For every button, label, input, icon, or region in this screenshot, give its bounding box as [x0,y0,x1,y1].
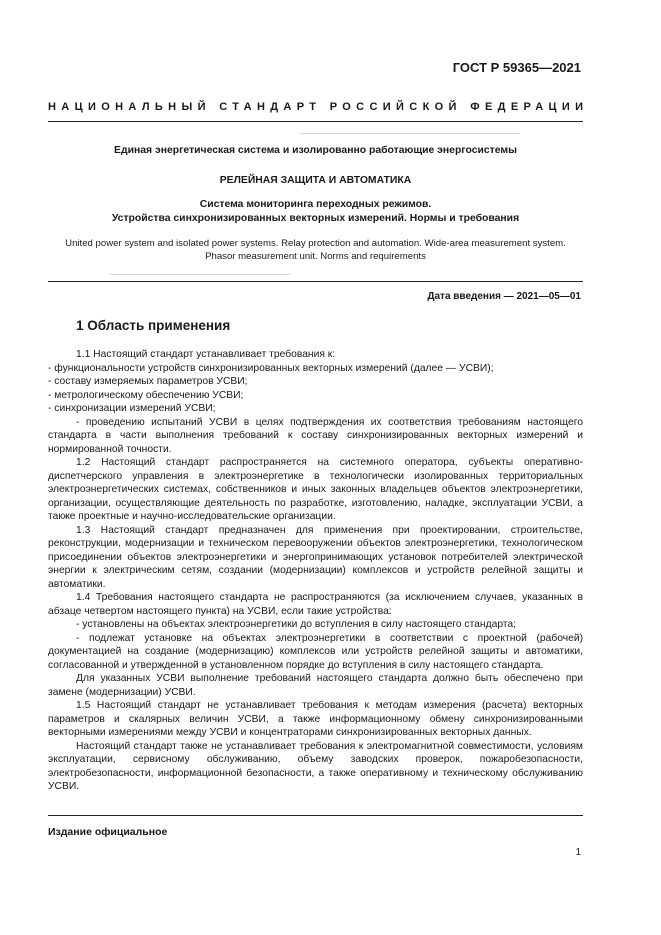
english-title [48,237,583,263]
paragraph: 1.5 Настоящий стандарт не устанавливает требования к методам измерения (расчета) векторных параметров и скалярных величин УСВИ, а также информационному обмену синхронизированными векторными измерениями между УСВИ и концентраторами синхронизированных векторных данных. [48,700,583,738]
official-edition-label: Издание официальное [48,826,168,838]
faint-scan-line [110,274,290,275]
paragraph: 1.1 Настоящий стандарт устанавливает требования к: [76,349,336,360]
list-item: - подлежат установке на объектах электроэнергетики в соответствии с проектной (рабочей) документацией на создание (модернизацию) комплексов или устройств релейной защиты и автоматики, согласованной и утвержденной в установленном порядке до вступления в силу настоящего стандарта. [48,632,583,671]
english-title-line-2: Phasor measurement unit. Norms and requirements [205,251,426,262]
section-heading: 1 Область применения [76,318,231,333]
paragraph: 1.3 Настоящий стандарт предназначен для применения при проектировании, строительстве, реконструкции, модернизации и техническом перевооружении объектов электроэнергетики, технологическом присоединении объектов электроэнергетики и энергопринимающих установок потребителей электрической энергии к электрическим сетям, создании (модернизации) комплексов и устройств релейной защиты и автоматики. [48,524,583,590]
national-standard-title: НАЦИОНАЛЬНЫЙ СТАНДАРТ РОССИЙСКОЙ ФЕДЕРАЦИИ [48,101,589,113]
standard-number: ГОСТ Р 59365—2021 [452,60,581,75]
paragraph: 1.2 Настоящий стандарт распространяется на системного оператора, субъекты оперативно-диспетчерского управления в электроэнергетике в технологически изолированных территориальных электроэнергетических системах, собственников и иных законных владельцев объектов электроэнергетики, организации, осуществляющие деятельность по разработке, изготовлению, наладке, эксплуатации УСВИ, а также проектные и научно-исследовательские организации. [48,457,583,522]
footer-rule [48,815,583,816]
list-item: - проведению испытаний УСВИ в целях подтверждения их соответствия требованиям настоящего стандарта в части выполнения требований к составу синхронизированных векторных измерений и нормированной точности. [48,416,583,455]
header-rule-top [48,121,583,122]
header-rule-bottom [48,281,583,282]
subtitle-line-1: Система мониторинга переходных режимов. [199,199,432,210]
page-number: 1 [575,847,581,858]
paragraph: Настоящий стандарт также не устанавливает требования к электромагнитной совместимости, условиям эксплуатации, сервисному обслуживанию, объему заводских проверок, пожаробезопасности, электробезопасности, информационной безопасности, а также оперативному и техническому обслуживанию УСВИ. [48,740,583,792]
introduction-date: Дата введения — 2021—05—01 [427,291,581,302]
faint-scan-line [300,133,520,134]
list-item: - составу измеряемых параметров УСВИ; [48,376,248,387]
list-item: - функциональности устройств синхронизированных векторных измерений (далее — УСВИ); [48,362,494,374]
section-title: РЕЛЕЙНАЯ ЗАЩИТА И АВТОМАТИКА [219,175,412,186]
body-text [48,348,583,794]
paragraph: Для указанных УСВИ выполнение требований настоящего стандарта должно быть обеспечено при замене (модернизации) УСВИ. [48,673,583,698]
paragraph: 1.4 Требования настоящего стандарта не распространяются (за исключением случаев, указанных в абзаце четвертом настоящего пункта) на УСВИ, если такие устройства: [48,592,583,617]
list-item: - установлены на объектах электроэнергетики до вступления в силу настоящего стандарта; [76,619,517,630]
system-title: Единая энергетическая система и изолированно работающие энергосистемы [114,145,517,156]
subtitle [48,198,583,226]
subtitle-line-2: Устройства синхронизированных векторных измерений. Нормы и требования [111,213,520,224]
list-item: - метрологическому обеспечению УСВИ; [48,389,244,401]
english-title-line-1: United power system and isolated power systems. Relay protection and automation. Wide-area measurement system. [65,238,566,249]
list-item: - синхронизации измерений УСВИ; [48,403,216,414]
